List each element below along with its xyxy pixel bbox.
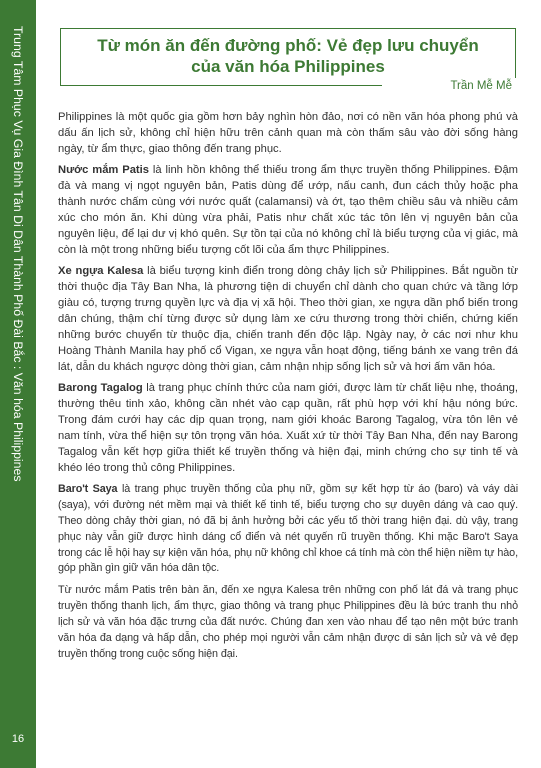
- kalesa-term: Xe ngựa Kalesa: [58, 265, 144, 278]
- barot-saya-paragraph: [58, 482, 518, 577]
- conclusion-paragraph: Từ nước mắm Patis trên bàn ăn, đến xe ngựa Kalesa trên những con phố lát đá và trang phục truyền thống thanh lịch, ẩm thực, giao thông và trang phục Philippines đều là bức tranh thu nhỏ lịch sử và văn hóa đặc trưng của đất nước. Chúng đan xen vào nhau để tạo nên một bức tranh văn hóa đa dạng và hấp dẫn, cho phép mọi người vẫn cảm nhận được di sản lịch sử và vẻ đẹp truyền thống trong cuộc sống hiện đại.: [58, 583, 518, 660]
- barong-term: Barong Tagalog: [58, 382, 143, 394]
- running-header: Trung Tâm Phục Vụ Gia Đình Tân Di Dân Thành Phố Đài Bắc : Văn hóa Philippines: [11, 26, 25, 482]
- patis-term: Nước mắm Patis: [58, 164, 149, 177]
- title-line-2: của văn hóa Philippines: [191, 57, 385, 76]
- barot-saya-term: Baro't Saya: [58, 482, 118, 495]
- author-name: Trần Mễ Mễ: [450, 80, 512, 92]
- article-body: [58, 110, 518, 668]
- patis-paragraph: [58, 163, 518, 258]
- kalesa-paragraph: [58, 264, 518, 375]
- patis-text: là linh hồn không thể thiếu trong ẩm thực truyền thống Philippines. Đậm đà và mang vị ngọt nguyên bản, Patis dùng để ướp, nấu canh, đun cách thủy hoặc pha thành nước chấm cùng với nước quất (calamansi) và ớt, tạo thêm chiều sâu và nhiều cảm xúc cho món ăn. Khi dùng vừa phải, Patis như chất xúc tác tôn lên vị nguyên bản của nguyên liệu, để lại dư vị khó quên. Sự tồn tại của nó không chỉ là biểu tượng của vị giác, mà còn là một trong những biểu tượng cốt lõi của ẩm thực Philippines.: [58, 164, 518, 256]
- barong-text: là trang phục chính thức của nam giới, được làm từ chất liệu nhẹ, thoáng, thường thêu tinh xảo, không cần nhét vào cạp quần, rất phù hợp với khí hậu nóng bức. Trong đám cưới hay các dịp quan trọng, nam giới khoác Barong Tagalog, vừa tôn lên vẻ nam tính, vừa thể hiện sự tôn trọng văn hóa. Xuất xứ từ thời Tây Ban Nha, đến nay Barong Tagalog vẫn kết hợp giữa thiết kế truyền thống và hiện đại, minh chứng cho sự tinh tế và khéo léo trong thủ công Philippines.: [58, 382, 518, 474]
- kalesa-text: là biểu tượng kinh điển trong dòng chảy lịch sử Philippines. Bắt nguồn từ thời thuộc địa Tây Ban Nha, là phương tiện di chuyển chỉ dành cho quan chức và tầng lớp giàu có, tượng trưng quyền lực và địa vị xã hội. Theo thời gian, xe ngựa dần phổ biến trong dân chúng, thậm chí từng được sử dụng làm xe cứu thương trong thời chiến, chứng kiến những bước chuyển từ thuộc địa, chiến tranh đến độc lập. Ngày nay, ở các nơi như khu Hoàng Thành Manila hay phố cổ Vigan, xe ngựa vẫn hoạt động, tiếng bánh xe vang trên đá lát, dẫn du khách ngược dòng thời gian, cảm nhận nhịp sống lịch sử và hơi ấm văn hóa.: [58, 265, 518, 373]
- page-title: [64, 35, 512, 77]
- intro-paragraph: Philippines là một quốc gia gồm hơn bảy nghìn hòn đảo, nơi có nền văn hóa phong phú và dấu ấn lịch sử, không chỉ hiện hữu trên cảnh quan mà còn thấm sâu vào đời sống hàng ngày, từ ẩm thực, giao thông đến trang phục.: [58, 111, 518, 155]
- barot-saya-text: là trang phục truyền thống của phụ nữ, gồm sự kết hợp từ áo (baro) và váy dài (saya), với đường nét mềm mại và thiết kế tinh tế, biểu tượng cho sự duyên dáng và cao quý. Theo dòng chảy thời gian, nó đã bị ảnh hưởng bởi các yếu tố thời trang hiện đại. dù vậy, trang phục này vẫn giữ được hình dáng cổ điển và nét quyến rũ truyền thống. Khi mặc Baro't Saya trong các lễ hội hay sự kiện văn hóa, phụ nữ không chỉ khoe cá tính mà còn thể hiện niềm tự hào, góp phần gìn giữ văn hóa dân tộc.: [58, 482, 518, 575]
- title-line-1: Từ món ăn đến đường phố: Vẻ đẹp lưu chuyển: [97, 36, 479, 55]
- page-number: 16: [11, 733, 25, 745]
- barong-paragraph: [58, 381, 518, 476]
- side-bar: [0, 0, 36, 768]
